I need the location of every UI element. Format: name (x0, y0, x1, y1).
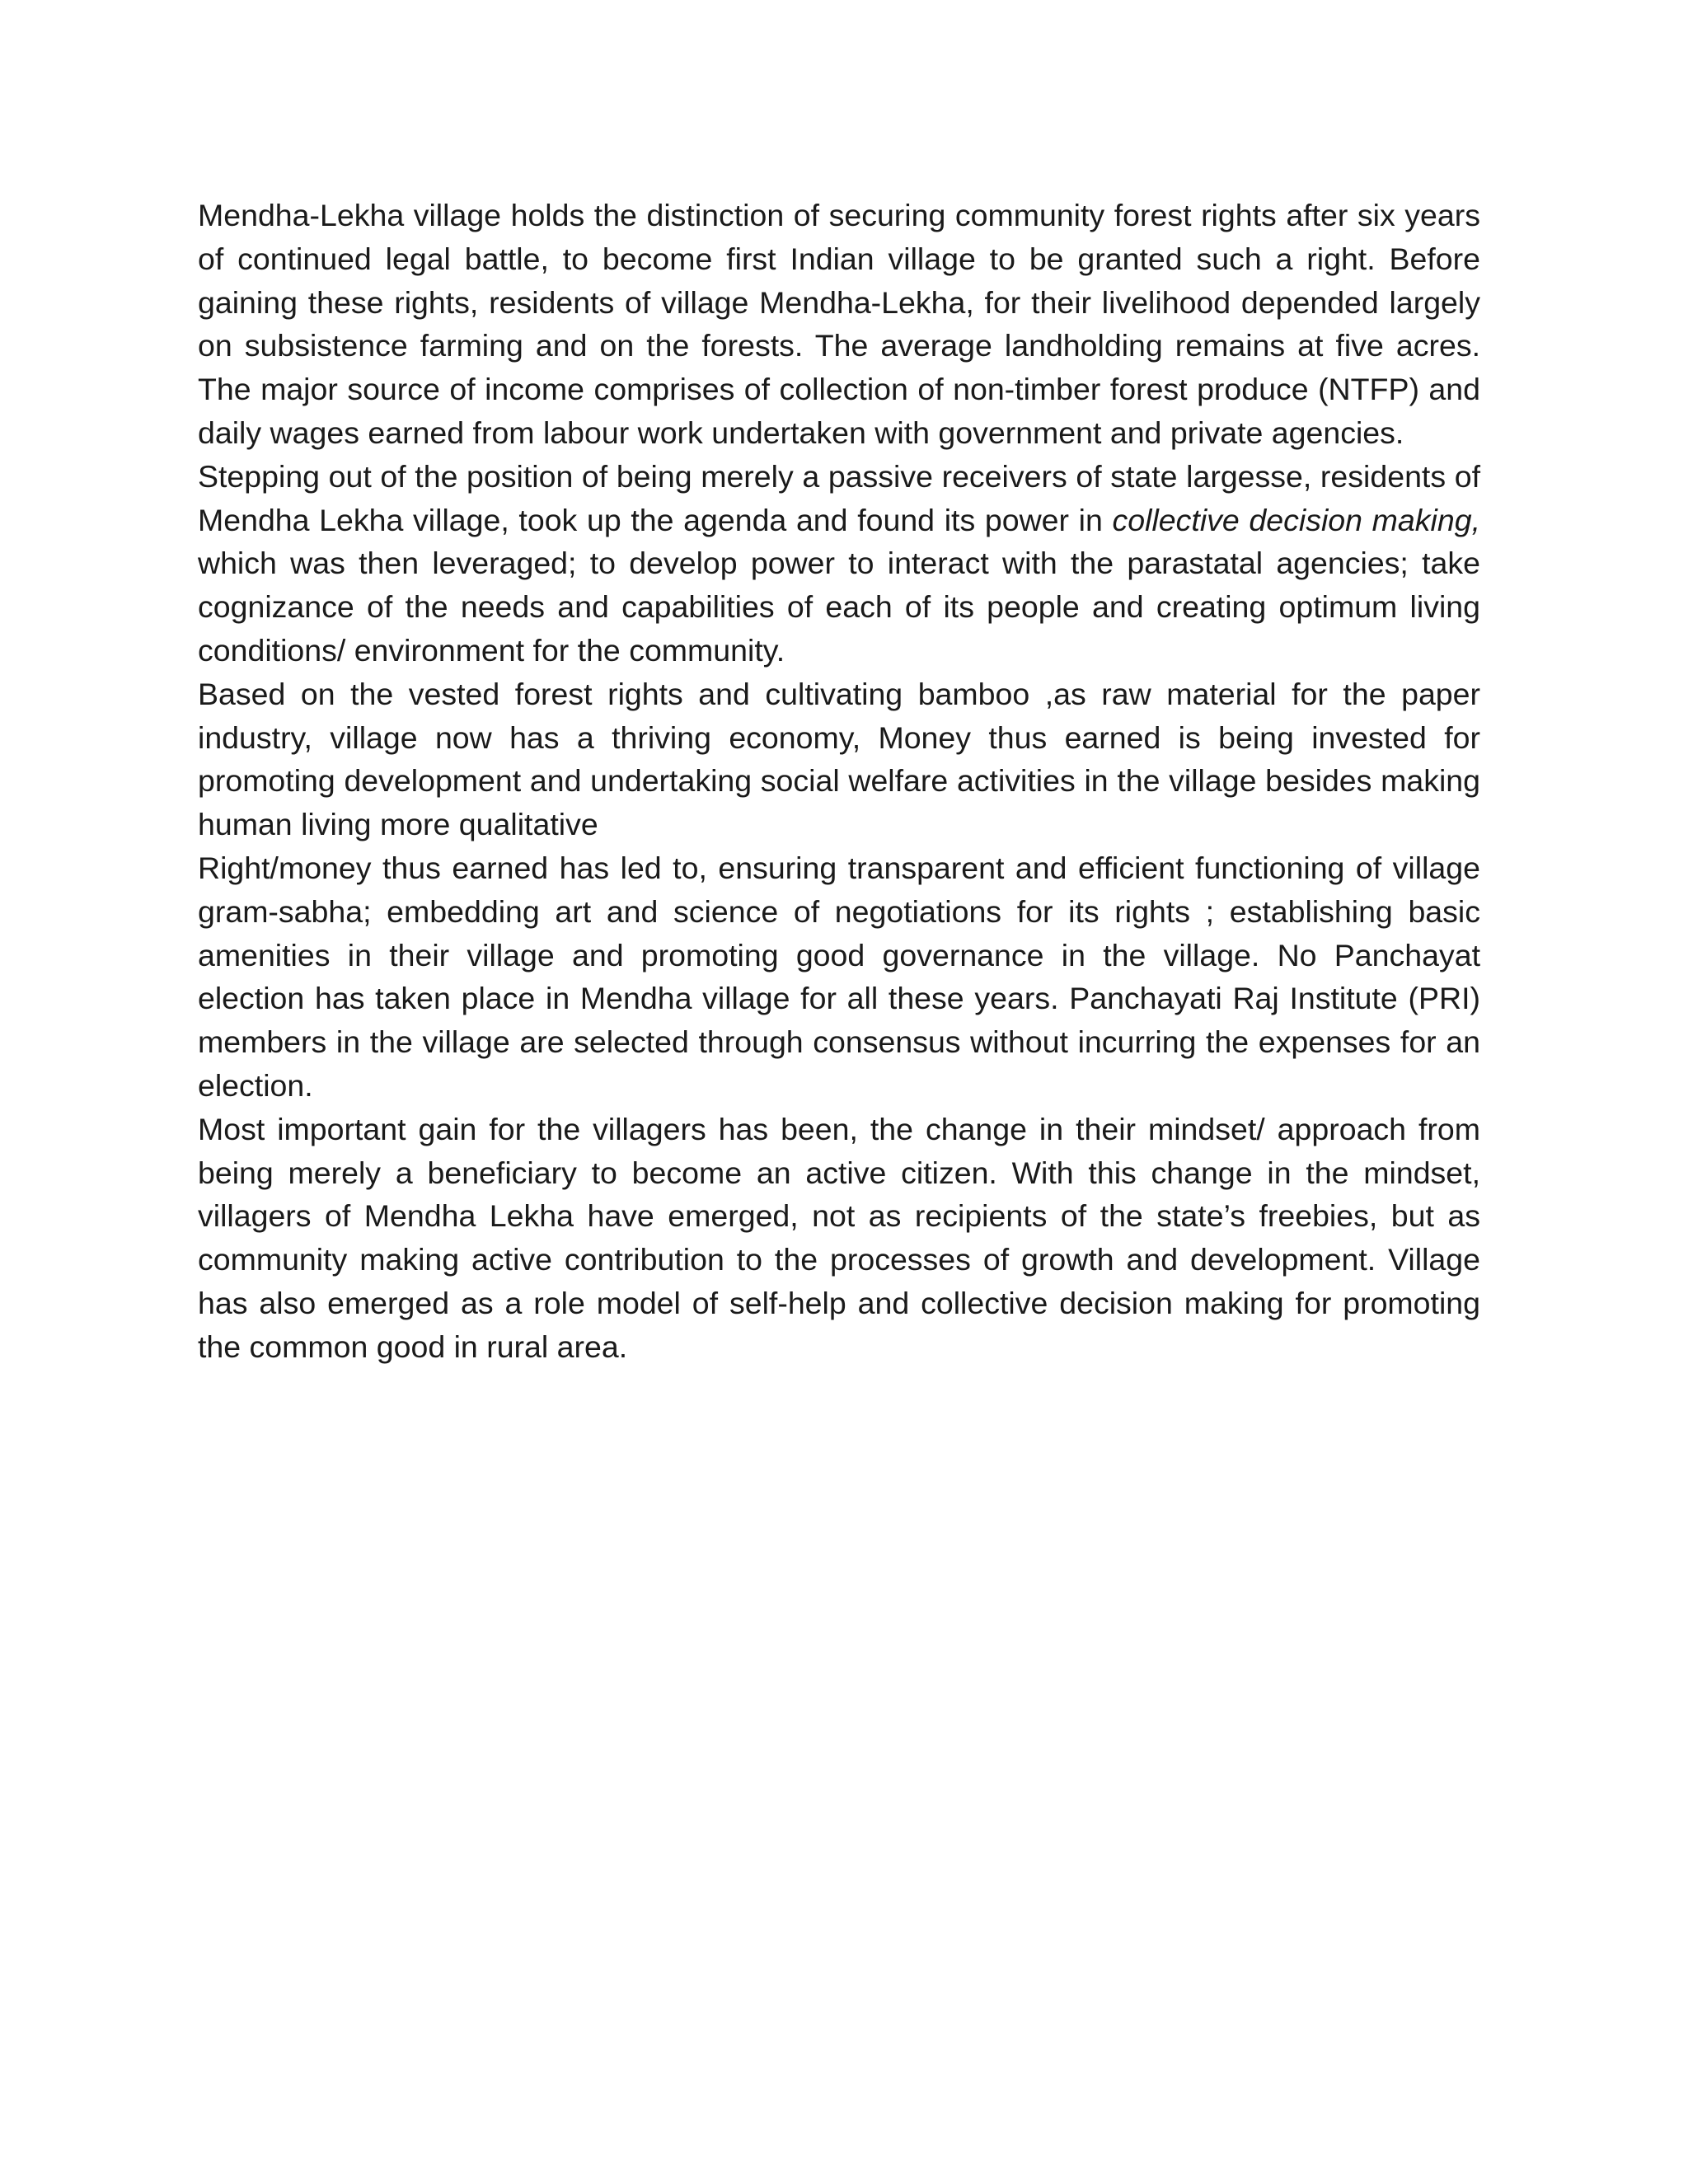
paragraph-2-italic-phrase: collective decision making, (1112, 502, 1480, 537)
paragraph-3: Based on the vested forest rights and cultivating bamboo ,as raw material for the paper industry, village now has a thriving economy, Money thus earned is being invested for promoting development and undertaking social welfare activities in the village besides making human living more qualitative (198, 676, 1480, 842)
paragraph-2-text-end: which was then leveraged; to develop power to interact with the parastatal agencies; take cognizance of the needs and capabilities of each of its people and creating optimum living conditions/ environment for the community. (198, 546, 1480, 668)
paragraph-4: Right/money thus earned has led to, ensuring transparent and efficient functioning of village gram-sabha; embedding art and science of negotiations for its rights ; establishing basic amenities in their village and promoting good governance in the village. No Panchayat election has taken place in Mendha village for all these years. Panchayati Raj Institute (PRI) members in the village are selected through consensus without incurring the expenses for an election. (198, 850, 1480, 1103)
paragraph-5: Most important gain for the villagers has been, the change in their mindset/ approach from being merely a beneficiary to become an active citizen. With this change in the mindset, villagers of Mendha Lekha have emerged, not as recipients of the state’s freebies, but as community making active contribution to the processes of growth and development. Village has also emerged as a role model of self-help and collective decision making for promoting the common good in rural area. (198, 1111, 1480, 1364)
paragraph-1: Mendha-Lekha village holds the distinction of securing community forest rights after six years of continued legal battle, to become first Indian village to be granted such a right. Before gaining these rights, residents of village Mendha-Lekha, for their livelihood depended largely on subsistence farming and on the forests. The average landholding remains at five acres. The major source of income comprises of collection of non-timber forest produce (NTFP) and daily wages earned from labour work undertaken with government and private agencies. (198, 198, 1480, 450)
paragraph-2-text-start: Stepping out of the position of being merely a passive receivers of state largesse, residents of Mendha Lekha village, took up the agenda and found its power in (198, 458, 1480, 537)
document-body (198, 194, 1480, 1369)
paragraph-2 (198, 455, 1480, 673)
